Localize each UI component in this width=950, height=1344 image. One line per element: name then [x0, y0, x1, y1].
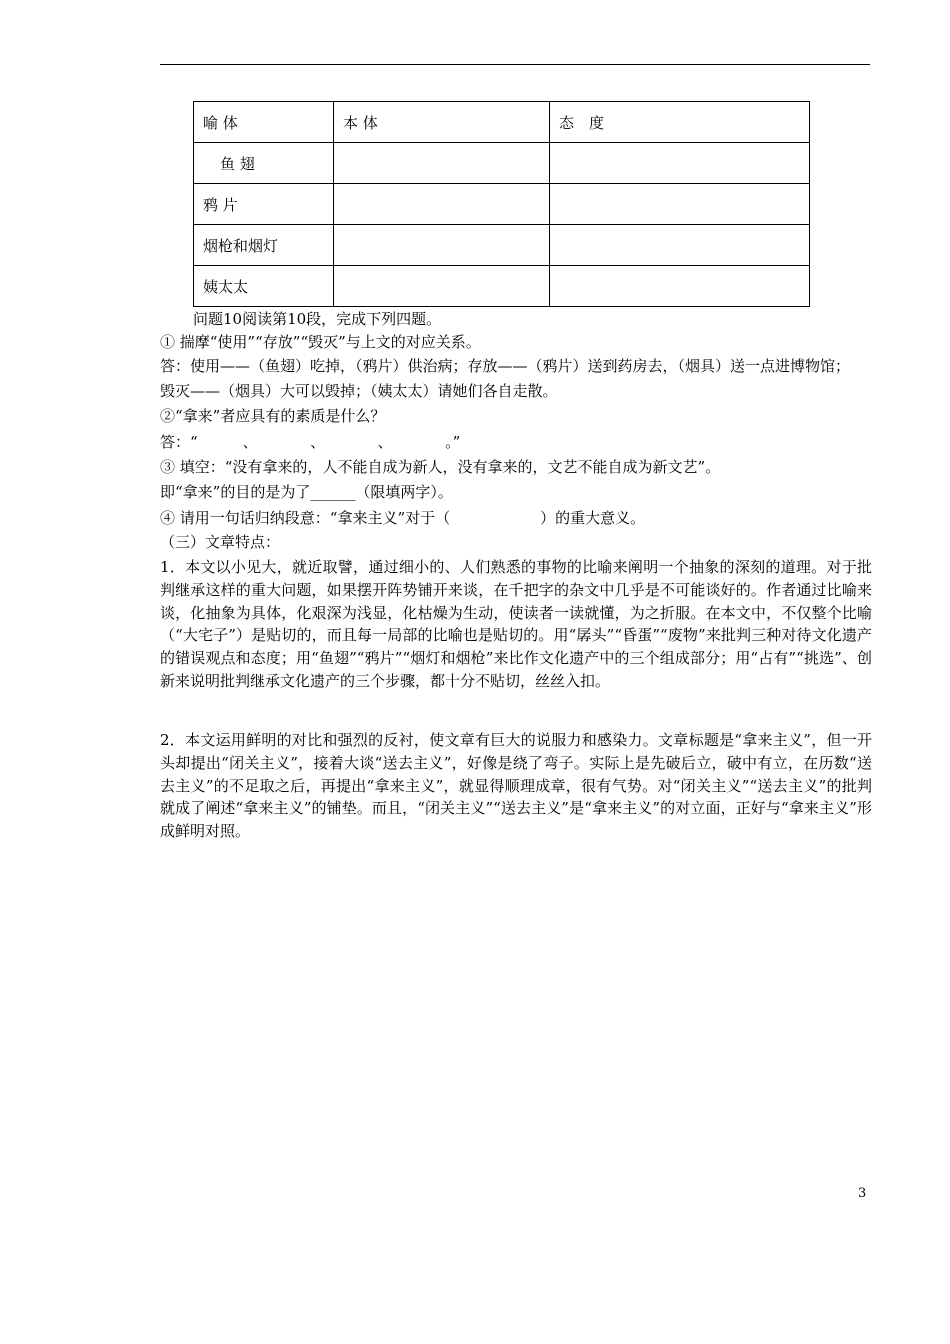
table-header-cell: 喻 体	[194, 102, 334, 143]
answer-1-line2: 毁灭——（烟具）大可以毁掉；（姨太太）请她们各自走散。	[160, 382, 558, 400]
table-row	[194, 266, 810, 307]
table-cell	[550, 225, 810, 266]
question-3: ③ 填空：“没有拿来的，人不能自成为新人，没有拿来的，文艺不能自成为新文艺”。	[160, 458, 721, 476]
table-cell: 鱼 翅	[194, 143, 334, 184]
table-row	[194, 184, 810, 225]
section-heading: （三）文章特点：	[160, 533, 281, 551]
table-cell	[334, 266, 550, 307]
header-rule	[160, 64, 870, 65]
table-row	[194, 143, 810, 184]
question-2: ②“拿来”者应具有的素质是什么？	[160, 407, 386, 425]
question-3-fill: 即“拿来”的目的是为了______（限填两字）。	[160, 483, 453, 501]
feature-paragraph-1: 1．本文以小见大，就近取譬，通过细小的、人们熟悉的事物的比喻来阐明一个抽象的深刻的道理。对于批判继承这样的重大问题，如果摆开阵势铺开来谈，在千把字的杂文中几乎是不可能谈好的。作者通过比喻来谈，化抽象为具体，化艰深为浅显，化枯燥为生动，使读者一读就懂，为之折服。在本文中，不仅整个比喻（“大宅子”）是贴切的，而且每一局部的比喻也是贴切的。用“孱头”“昏蛋”“废物”来批判三种对待文化遗产的错误观点和态度；用“鱼翅”“鸦片”“烟灯和烟枪”来比作文化遗产中的三个组成部分；用“占有”“挑选”、创新来说明批判继承文化遗产的三个步骤，都十分不贴切，丝丝入扣。	[160, 558, 872, 690]
table-cell: 鸦 片	[194, 184, 334, 225]
page-number: 3	[858, 1186, 867, 1201]
table-cell	[550, 184, 810, 225]
metaphor-table	[193, 101, 810, 307]
table-cell: 烟枪和烟灯	[194, 225, 334, 266]
feature-paragraph-2: 2．本文运用鲜明的对比和强烈的反衬，使文章有巨大的说服力和感染力。文章标题是“拿来主义”，但一开头却提出“闭关主义”，接着大谈“送去主义”，好像是绕了弯子。实际上是先破后立，破中有立，在历数“送去主义”的不足取之后，再提出“拿来主义”，就显得顺理成章，很有气势。对“闭关主义”“送去主义”的批判就成了阐述“拿来主义”的铺垫。而且，“闭关主义”“送去主义”是“拿来主义”的对立面，正好与“拿来主义”形成鲜明对照。	[160, 731, 872, 840]
answer-1-line1: 答：使用——（鱼翅）吃掉，（鸦片）供治病；存放——（鸦片）送到药房去，（烟具）送一点进博物馆；	[160, 357, 851, 375]
table-cell	[334, 184, 550, 225]
answer-2: 答：“ 、 、 、 。”	[160, 433, 461, 451]
table-cell	[334, 143, 550, 184]
table-cell	[334, 225, 550, 266]
question-10-intro: 问题10阅读第10段，完成下列四题。	[193, 310, 442, 328]
question-1: ① 揣摩“使用”“存放”“毁灭”与上文的对应关系。	[160, 333, 481, 351]
table-cell	[550, 266, 810, 307]
table-row	[194, 225, 810, 266]
table-header-row	[194, 102, 810, 143]
table-header-cell: 态 度	[550, 102, 810, 143]
question-4: ④ 请用一句话归纳段意：“拿来主义”对于（ ）的重大意义。	[160, 509, 646, 527]
table-cell: 姨太太	[194, 266, 334, 307]
table-header-cell: 本 体	[334, 102, 550, 143]
table-cell	[550, 143, 810, 184]
